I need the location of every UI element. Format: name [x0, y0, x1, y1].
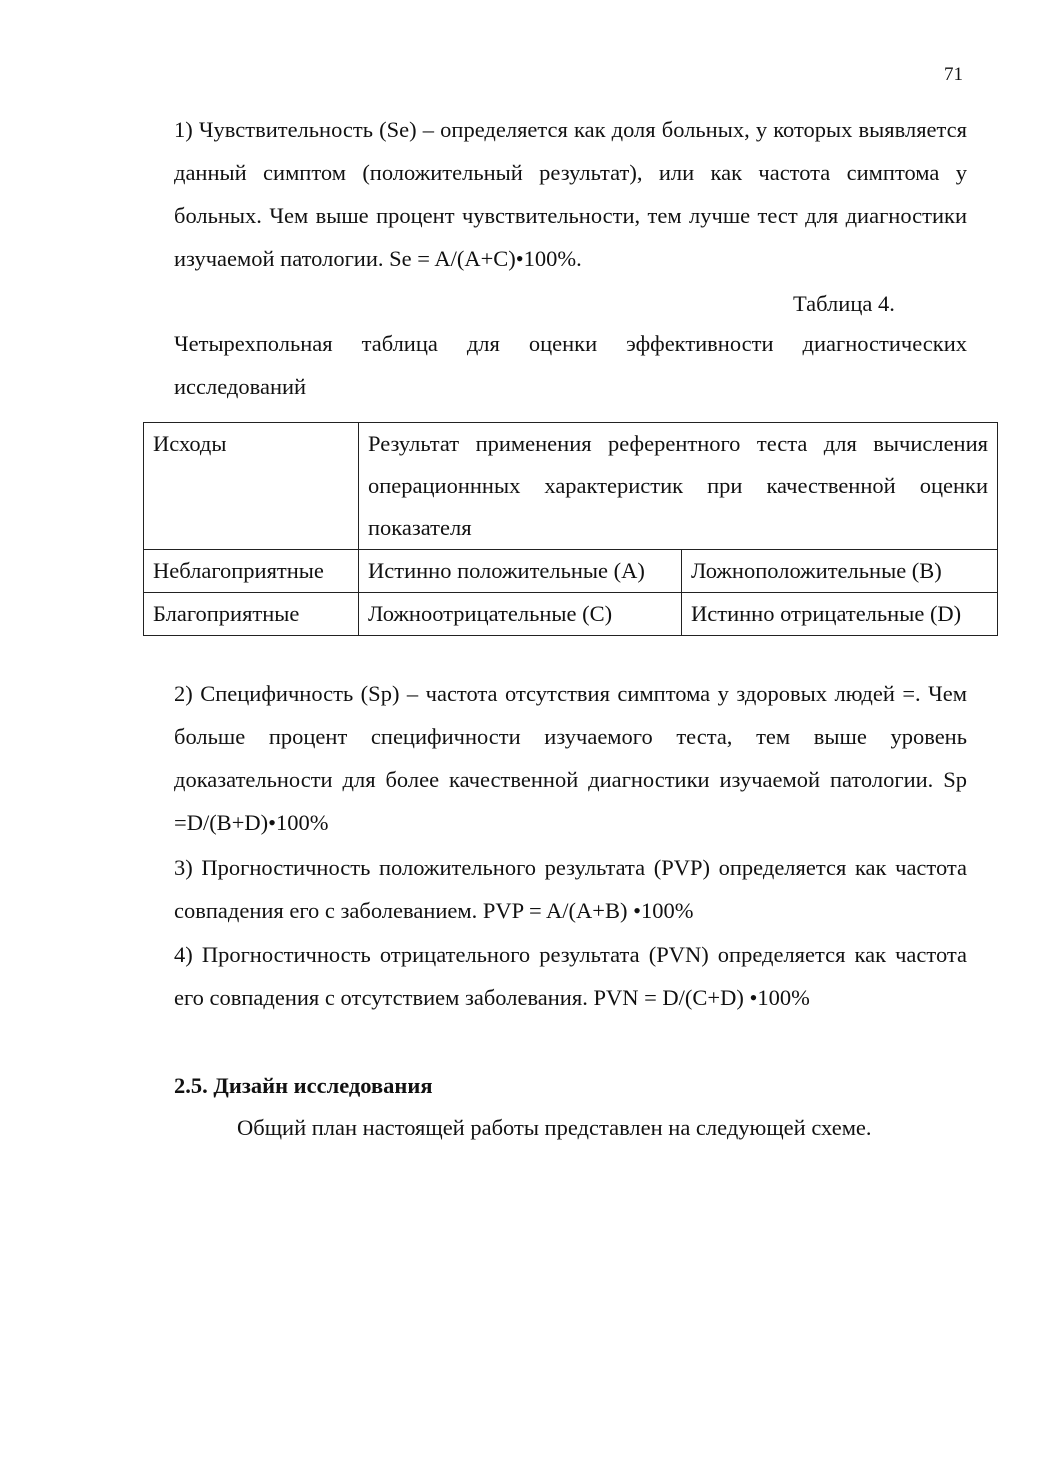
paragraph-pvp: 3) Прогностичность положительного результата (PVP) определяется как частота совпадения его с заболеванием. PVP = A/(A+B) •100% — [174, 855, 967, 923]
header-outcomes-cell: Исходы — [144, 423, 359, 550]
table-row — [144, 593, 998, 636]
four-field-table — [143, 422, 998, 636]
outcome-cell: Неблагоприятные — [144, 550, 359, 593]
page-number: 71 — [944, 64, 963, 85]
table-title: Четырехпольная таблица для оценки эффективности диагностических исследований — [174, 331, 967, 399]
header-result-cell: Результат применения референтного теста для вычисления операционнных характеристик при качественной оценки показателя — [359, 423, 998, 550]
result-cell-c: Ложноотрицательные (C) — [359, 593, 682, 636]
table-header-row — [144, 423, 998, 550]
section-intro: Общий план настоящей работы представлен на следующей схеме. — [237, 1115, 872, 1140]
result-cell-a: Истинно положительные (A) — [359, 550, 682, 593]
table-number: Таблица 4. — [793, 291, 895, 316]
paragraph-specificity: 2) Специфичность (Sp) – частота отсутствия симптома у здоровых людей =. Чем больше процент специфичности изучаемого теста, тем выше уровень доказательности для более качественной диагностики изучаемой патологии. Sp =D/(B+D)•100% — [174, 681, 967, 835]
paragraph-pvn: 4) Прогностичность отрицательного результата (PVN) определяется как частота его совпадения с отсутствием заболевания. PVN = D/(C+D) •100% — [174, 942, 967, 1010]
paragraph-sensitivity: 1) Чувствительность (Se) – определяется как доля больных, у которых выявляется данный симптом (положительный результат), или как частота симптома у больных. Чем выше процент чувствительности, тем лучше тест для диагностики изучаемой патологии. Se = A/(A+C)•100%. — [174, 117, 967, 271]
outcome-cell: Благоприятные — [144, 593, 359, 636]
result-cell-d: Истинно отрицательные (D) — [682, 593, 998, 636]
result-cell-b: Ложноположительные (B) — [682, 550, 998, 593]
section-heading: 2.5. Дизайн исследования — [174, 1073, 433, 1098]
table-row — [144, 550, 998, 593]
